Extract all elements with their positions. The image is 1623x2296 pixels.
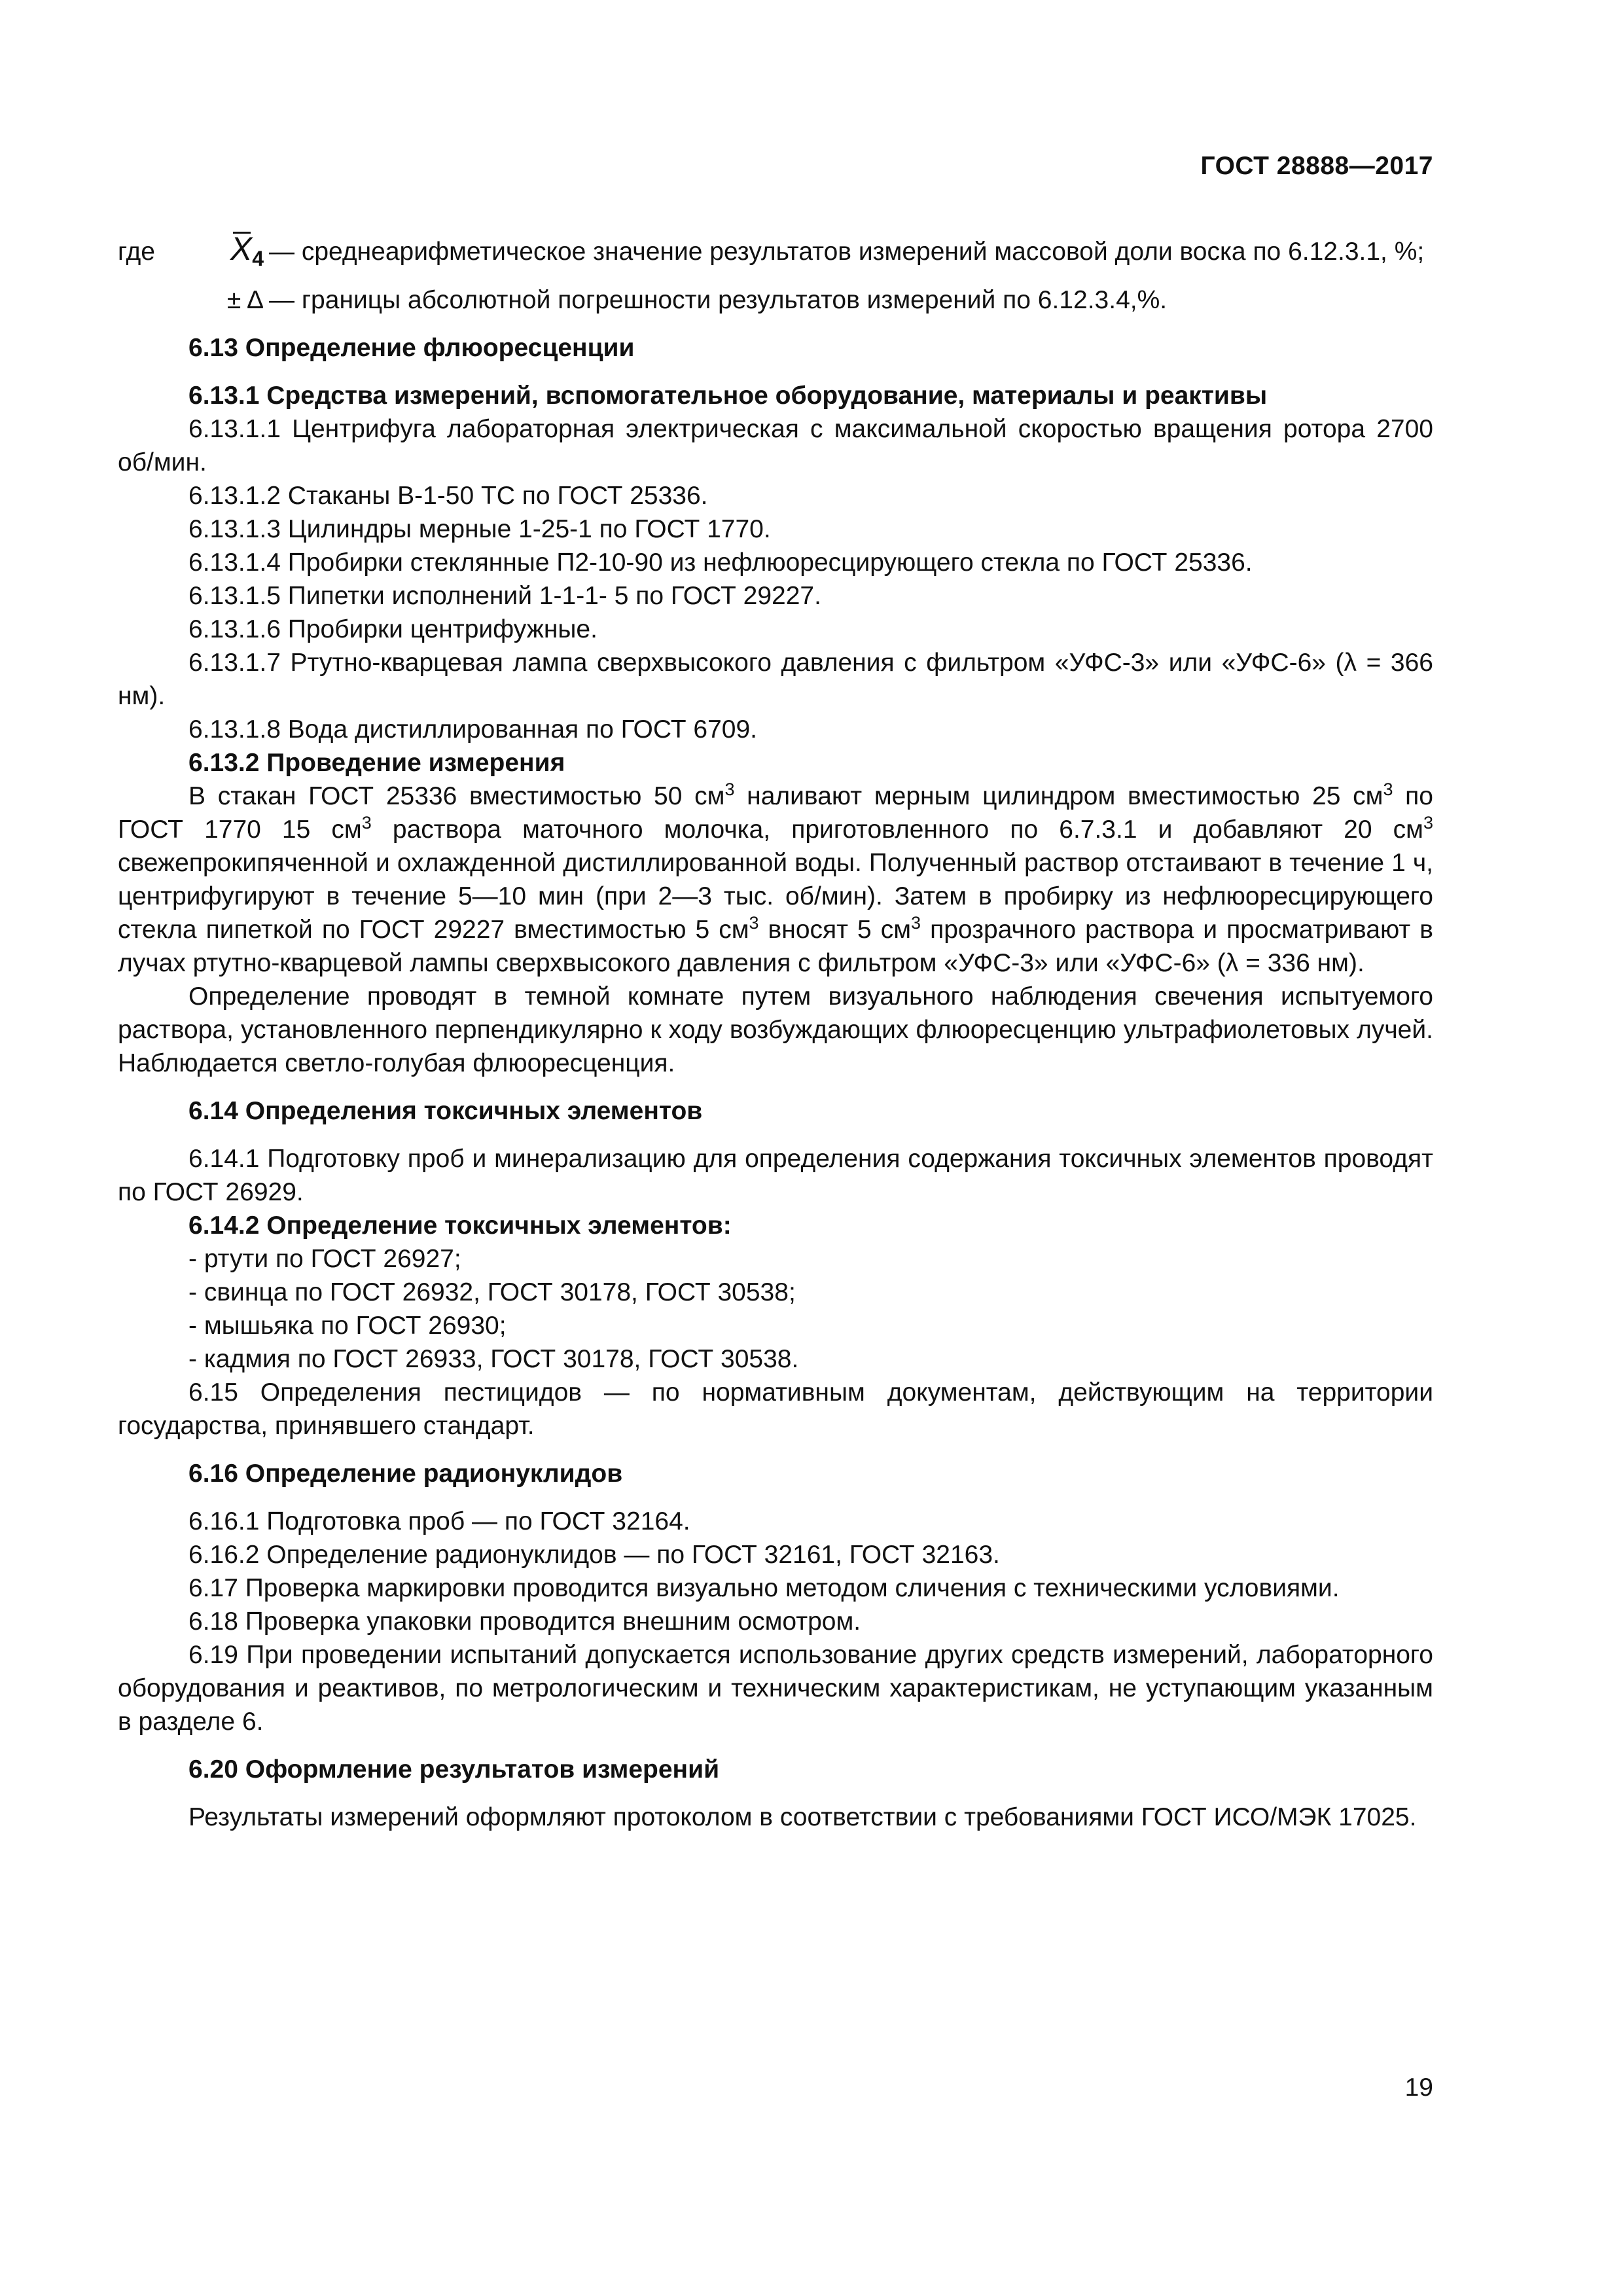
list-item: 6.16.1 Подготовка проб — по ГОСТ 32164. bbox=[188, 1507, 690, 1535]
list-item: - мышьяка по ГОСТ 26930; bbox=[188, 1311, 507, 1340]
definition-lead: где bbox=[118, 238, 155, 266]
section-heading-6-16: 6.16 Определение радионуклидов bbox=[188, 1459, 623, 1488]
definition-text: — среднеарифметическое значение результатов измерений массовой доли воска по 6.12.3.1, %; bbox=[269, 238, 1425, 266]
standard-id-header: ГОСТ 28888—2017 bbox=[1200, 152, 1433, 180]
list-item: - кадмия по ГОСТ 26933, ГОСТ 30178, ГОСТ 30538. bbox=[188, 1344, 799, 1373]
paragraph-6-14-1: 6.14.1 Подготовку проб и минерализацию для определения содержания токсичных элементов проводят по ГОСТ 26929. bbox=[118, 1144, 1433, 1206]
definition-text: — границы абсолютной погрешности результатов измерений по 6.12.3.4,%. bbox=[269, 285, 1168, 314]
paragraph-6-18: 6.18 Проверка упаковки проводится внешним осмотром. bbox=[188, 1607, 861, 1636]
formula-definitions bbox=[118, 232, 1433, 317]
symbol-subscript: 4 bbox=[252, 246, 264, 270]
definition-symbol bbox=[195, 232, 269, 276]
definition-row bbox=[118, 283, 1433, 317]
list-item: 6.13.1.6 Пробирки центрифужные. bbox=[188, 615, 597, 643]
definition-symbol: ± Δ bbox=[226, 285, 264, 314]
mean-symbol: X bbox=[230, 230, 253, 267]
paragraph-6-17: 6.17 Проверка маркировки проводится визуально методом сличения с техническими условиями. bbox=[188, 1573, 1340, 1602]
definition-row bbox=[118, 232, 1433, 276]
list-item: 6.13.1.5 Пипетки исполнений 1-1-1- 5 по ГОСТ 29227. bbox=[188, 581, 821, 610]
subsection-heading-6-14-2: 6.14.2 Определение токсичных элементов: bbox=[188, 1211, 732, 1240]
paragraph-6-15: 6.15 Определения пестицидов — по нормативным документам, действующим на территории государства, принявшего стандарт. bbox=[118, 1378, 1433, 1440]
list-item: 6.13.1.1 Центрифуга лабораторная электрическая с максимальной скоростью вращения ротора 2700 об/мин. bbox=[118, 414, 1433, 476]
section-heading-6-13: 6.13 Определение флюоресценции bbox=[188, 333, 635, 362]
paragraph-6-20: Результаты измерений оформляют протоколом в соответствии с требованиями ГОСТ ИСО/МЭК 17025. bbox=[188, 1803, 1417, 1831]
list-item: - свинца по ГОСТ 26932, ГОСТ 30178, ГОСТ 30538; bbox=[188, 1278, 796, 1306]
paragraph-6-19: 6.19 При проведении испытаний допускается использование других средств измерений, лабораторного оборудования и реактивов, по метрологическим и техническим характеристикам, не уступающим указанным в разделе 6. bbox=[118, 1640, 1433, 1736]
observation-paragraph: Определение проводят в темной комнате путем визуального наблюдения свечения испытуемого раствора, установленного перпендикулярно к ходу возбуждающих флюоресценцию ультрафиолетовых лучей. Наблюдается светло-голубая флюоресценция. bbox=[118, 982, 1433, 1077]
list-item: - ртути по ГОСТ 26927; bbox=[188, 1244, 461, 1273]
subsection-heading-6-13-2: 6.13.2 Проведение измерения bbox=[188, 748, 565, 777]
section-heading-6-20: 6.20 Оформление результатов измерений bbox=[188, 1755, 720, 1784]
procedure-paragraph: В стакан ГОСТ 25336 вместимостью 50 $см^3$ наливают мерным цилиндром вместимостью 25 $см^3$ по ГОСТ 1770 15 $см^3$ раствора маточного молочка, приготовленного по 6.7.3.1 и добавляют 20 $см^3$ свежепрокипяченной и охлажденной дистиллированной воды. Полученный раствор отстаивают в течение 1 ч, центрифугируют в течение 5—10 мин (при 2—3 тыс. об/мин). Затем в пробирку из нефлюоресцирующего стекла пипеткой по ГОСТ 29227 вместимостью 5 $см^3$ вносят 5 $см^3$ прозрачного раствора и просматривают в лучах ртутно-кварцевой лампы сверхвысокого давления с фильтром «УФС-3» или «УФС-6» (λ = 336 нм). bbox=[118, 779, 1434, 977]
section-heading-6-14: 6.14 Определения токсичных элементов bbox=[188, 1096, 703, 1125]
page-content bbox=[118, 232, 1433, 1834]
list-item: 6.13.1.8 Вода дистиллированная по ГОСТ 6709. bbox=[188, 715, 758, 744]
list-item: 6.13.1.2 Стаканы В-1-50 ТС по ГОСТ 25336. bbox=[188, 481, 708, 510]
list-item: 6.13.1.4 Пробирки стеклянные П2-10-90 из нефлюоресцирующего стекла по ГОСТ 25336. bbox=[188, 548, 1253, 577]
page-number: 19 bbox=[1404, 2073, 1433, 2102]
list-item: 6.13.1.3 Цилиндры мерные 1-25-1 по ГОСТ 1770. bbox=[188, 514, 771, 543]
list-item: 6.13.1.7 Ртутно-кварцевая лампа сверхвысокого давления с фильтром «УФС-3» или «УФС-6» (λ = 366 нм). bbox=[118, 648, 1433, 710]
subsection-heading-6-13-1: 6.13.1 Средства измерений, вспомогательное оборудование, материалы и реактивы bbox=[188, 381, 1268, 410]
list-item: 6.16.2 Определение радионуклидов — по ГОСТ 32161, ГОСТ 32163. bbox=[188, 1540, 1000, 1569]
